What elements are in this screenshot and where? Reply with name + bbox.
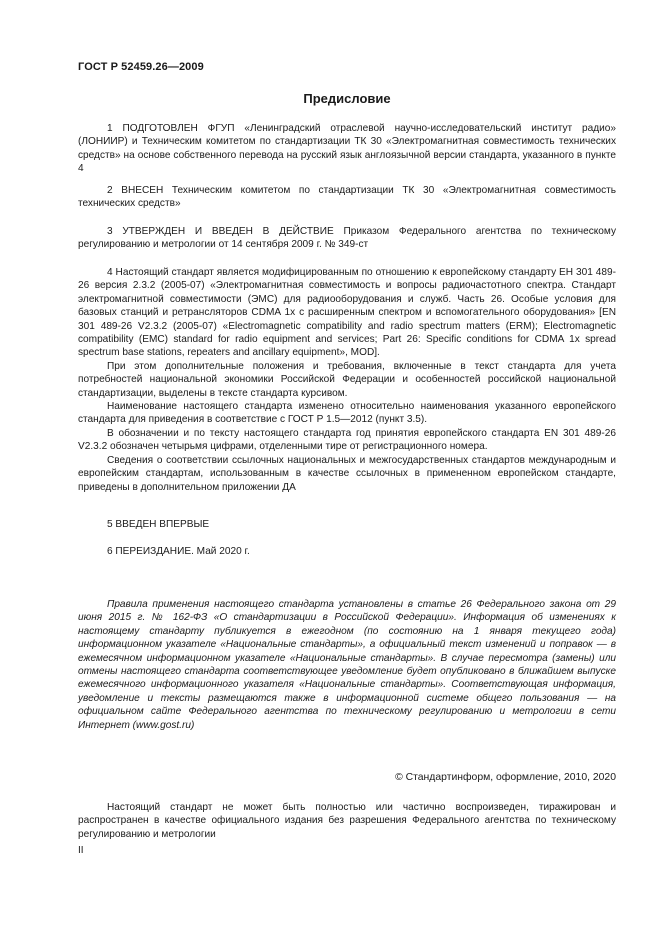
paragraph-1-prepared: 1 ПОДГОТОВЛЕН ФГУП «Ленинградский отраслевой научно-исследовательский институт радио» (ЛОНИИР) и Техническим комитетом по стандартизации ТК 30 «Электромагнитная совместимость технических средств» на основе собственного перевода на русский язык англоязычной версии стандарта, указанного в пункте 4: [78, 123, 616, 175]
rules-of-application: Правила применения настоящего стандарта установлены в статье 26 Федерального закона от 29 июня 2015 г. № 162-ФЗ «О стандартизации в Российской Федерации». Информация об изменениях к настоящему стандарту публикуется в ежегодном (по состоянию на 1 января текущего года) информационном указателе «Национальные стандарты», а официальный текст изменений и поправок — в ежемесячном информационном указателе «Национальные стандарты». В случае пересмотра (замены) или отмены настоящего стандарта соответствующее уведомление будет опубликовано в ближайшем выпуске ежемесячного информационного указателя «Национальные стандарты». Соответствующая информация, уведомление и тексты размещаются также в информационной системе общего пользования — на официальном сайте Федерального агентства по техническому регулированию и метрологии в сети Интернет (www.gost.ru): [78, 599, 616, 731]
paragraph-4-name-change: Наименование настоящего стандарта изменено относительно наименования указанного европейского стандарта для приведения в соответствие с ГОСТ Р 1.5—2012 (пункт 3.5).: [78, 401, 616, 426]
copyright-notice: © Стандартинформ, оформление, 2010, 2020: [395, 772, 616, 783]
reproduction-notice: Настоящий стандарт не может быть полностью или частично воспроизведен, тиражирован и распространен в качестве официального издания без разрешения Федерального агентства по техническому регулированию и метрологии: [78, 802, 616, 840]
paragraph-2-submitted: 2 ВНЕСЕН Техническим комитетом по стандартизации ТК 30 «Электромагнитная совместимость технических средств»: [78, 185, 616, 210]
paragraph-3-approved: 3 УТВЕРЖДЕН И ВВЕДЕН В ДЕЙСТВИЕ Приказом Федерального агентства по техническому регулированию и метрологии от 14 сентября 2009 г. № 349-ст: [78, 226, 616, 251]
paragraph-6-reissue: 6 ПЕРЕИЗДАНИЕ. Май 2020 г.: [107, 546, 250, 557]
paragraph-4-modified: 4 Настоящий стандарт является модифицированным по отношению к европейскому стандарту ЕН 301 489-26 версия 2.3.2 (2005-07) «Электромагнитная совместимость и вопросы радиочастотного спектра. Стандарт электромагнитной совместимости (ЭМС) для радиооборудования и служб. Часть 26. Особые условия для базовых станций и ретрансляторов CDMA 1x с расширенным спектром и вспомогательного оборудования» [EN 301 489-26 V2.3.2 (2005-07) «Electromagnetic compatibility and radio spectrum matters (ERM); Electromagnetic compatibility (EMC) standard for radio equipment and services; Part 26: Specific conditions for CDMA 1x spread spectrum base stations, repeaters and ancillary equipment», MOD].: [78, 267, 616, 359]
standard-id: ГОСТ Р 52459.26—2009: [78, 61, 204, 73]
page-number: II: [78, 845, 84, 856]
page-title: Предисловие: [303, 91, 391, 106]
paragraph-4-group: [78, 266, 616, 494]
paragraph-4-designation: В обозначении и по тексту настоящего стандарта год принятия европейского стандарта EN 301 489-26 V2.3.2 обозначен четырьмя цифрами, отделенными тире от регистрационного номера.: [78, 427, 616, 453]
paragraph-4-additional: При этом дополнительные положения и требования, включенные в текст стандарта для учета потребностей национальной экономики Российской Федерации и особенностей российской национальной стандартизации, выделены в тексте стандарта курсивом.: [78, 360, 616, 399]
paragraph-4-references: Сведения о соответствии ссылочных национальных и межгосударственных стандартов международным и европейским стандартам, использованным в качестве ссылочных в примененном европейском стандарте, приведены в дополнительном приложении ДА: [78, 454, 616, 493]
paragraph-5-introduced: 5 ВВЕДЕН ВПЕРВЫЕ: [107, 519, 210, 530]
